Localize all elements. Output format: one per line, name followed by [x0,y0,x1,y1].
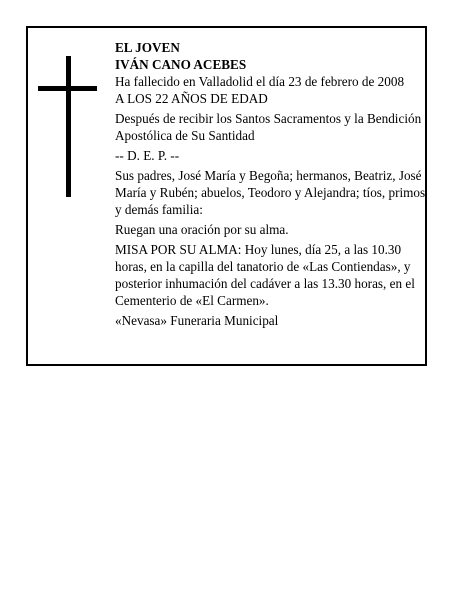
dep-line: -- D. E. P. -- [115,148,180,163]
deceased-name: IVÁN CANO ACEBES [115,57,247,72]
obituary-text [115,39,427,329]
obituary-heading: EL JOVEN [115,40,180,55]
cross-vertical-bar [66,56,71,197]
age-line: A LOS 22 AÑOS DE EDAD [115,91,268,106]
funeral-home-line: «Nevasa» Funeraria Municipal [115,313,279,328]
family-line: Sus padres, José María y Begoña; hermanos, Beatriz, José María y Rubén; abuelos, Teodoro y Alejandra; tíos, primos y demás familia: [115,168,426,217]
obituary-notice [26,26,427,366]
cross-horizontal-bar [38,86,97,91]
death-line: Ha fallecido en Valladolid el día 23 de febrero de 2008 [115,74,405,89]
prayer-line: Ruegan una oración por su alma. [115,222,289,237]
mass-line: MISA POR SU ALMA: Hoy lunes, día 25, a las 10.30 horas, en la capilla del tanatorio de «Las Contiendas», y posterior inhumación del cadáver a las 13.30 horas, en el Cementerio de «El Carmen». [115,242,415,308]
sacraments-line: Después de recibir los Santos Sacramentos y la Bendición Apostólica de Su Santidad [115,111,422,143]
